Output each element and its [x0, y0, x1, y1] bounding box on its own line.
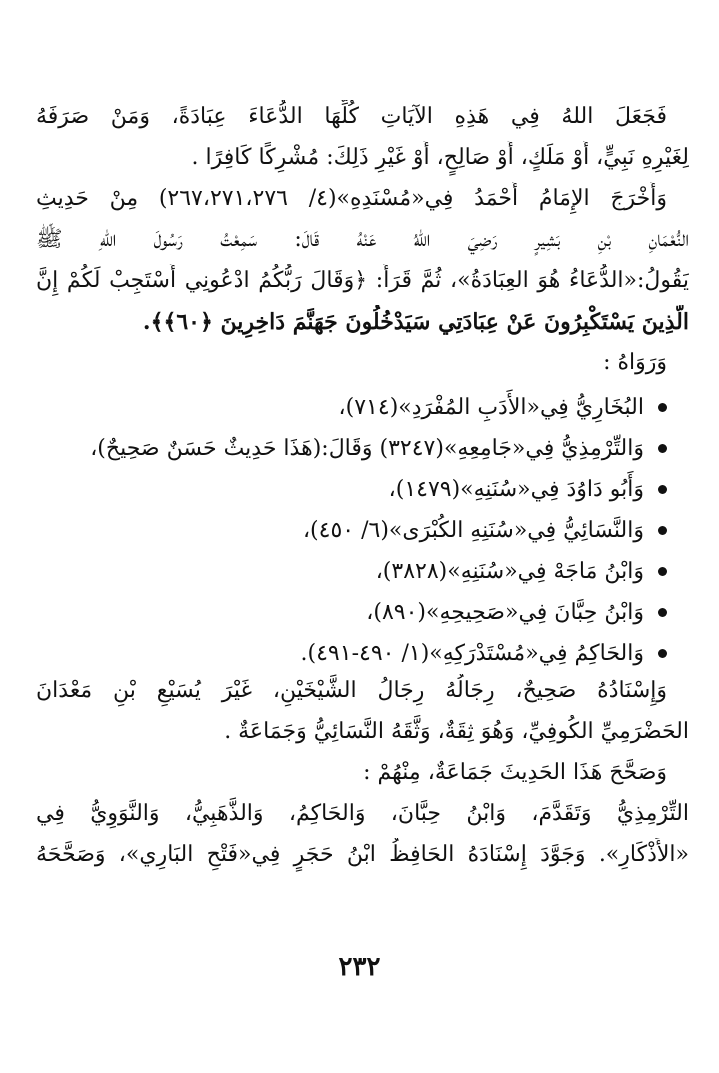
text-line: وَصَحَّحَ هَذَا الحَدِيثَ جَمَاعَةٌ، مِنْهُمْ : [363, 760, 667, 785]
text-line: وَإِسْنَادُهُ صَحِيحٌ، رِجَالُهُ رِجَالُ الشَّيْخَيْنِ، غَيْرَ يُسَيْعِ بْنِ مَعْدَانَ [36, 678, 667, 703]
list-item [36, 633, 667, 674]
list-item [36, 428, 667, 469]
page-body [36, 100, 689, 879]
text-line: لِغَيْرِهِ نَبِيٍّ، أَوْ مَلَكٍ، أَوْ صَالِحٍ، أَوْ غَيْرِ ذَلِكَ: مُشْرِكًا كَافِرًا . [191, 145, 689, 170]
bullet-icon [658, 649, 667, 658]
text-line: الحَضْرَمِيِّ الكُوفِيِّ، وَهُوَ ثِقَةٌ، وَثَّقَهُ النَّسَائِيُّ وَجَمَاعَةٌ . [224, 719, 689, 744]
list-item-text: وَالنَّسَائِيُّ فِي«سُنَنِهِ الكُبْرَى»(٦/ ٤٥٠)، [302, 517, 644, 543]
narrators-intro: وَرَوَاهُ : [603, 350, 667, 375]
text-line: «الأَذْكَارِ». وَجَوَّدَ إِسْنَادَهُ الحَافِظُ ابْنُ حَجَرٍ فِي«فَتْحِ البَارِي»، وَصَحَّحَهُ [36, 842, 689, 867]
list-item [36, 469, 667, 510]
narrators-list [36, 387, 689, 674]
bullet-icon [658, 608, 667, 617]
quran-verse-line: الَّذِينَ يَسْتَكْبِرُونَ عَنْ عِبَادَتِي سَيَدْخُلُونَ جَهَنَّمَ دَاخِرِينَ ﴿٦٠﴾﴾. [142, 309, 689, 335]
bullet-icon [658, 403, 667, 412]
paragraph-2 [36, 182, 689, 346]
text-line: يَقُولُ:«الدُّعَاءُ هُوَ العِبَادَةُ»، ثُمَّ قَرَأَ: ﴿وَقَالَ رَبُّكُمُ ادْعُونِي أَسْتَجِبْ لَكُمْ إِنَّ [36, 268, 689, 293]
list-item [36, 592, 667, 633]
list-item-text: وَأَبُو دَاوُدَ فِي«سُنَنِهِ»(١٤٧٩)، [388, 476, 644, 502]
paragraph-1 [36, 100, 689, 182]
page-number: ٢٣٢ [338, 952, 381, 982]
list-item [36, 510, 667, 551]
paragraph-4 [36, 756, 689, 879]
list-item [36, 551, 667, 592]
list-item-text: وَابْنُ مَاجَهْ فِي«سُنَنِهِ»(٣٨٢٨)، [375, 558, 644, 584]
text-line: التِّرْمِذِيُّ وَتَقَدَّمَ، وَابْنُ حِبَّانَ، وَالحَاكِمُ، وَالذَّهَبِيُّ، وَالنَّوَوِيُّ فِي [36, 801, 689, 826]
text-line: وَأَخْرَجَ الإِمَامُ أَحْمَدُ فِي«مُسْنَدِهِ»(٤/ ٢٦٧،٢٧١،٢٧٦) مِنْ حَدِيثِ [36, 186, 667, 211]
list-item-text: وَالتِّرْمِذِيُّ فِي«جَامِعِهِ»(٣٢٤٧) وَقَالَ:(هَذَا حَدِيثٌ حَسَنٌ صَحِيحٌ)، [90, 435, 644, 461]
bullet-icon [658, 567, 667, 576]
bullet-icon [658, 526, 667, 535]
paragraph-3 [36, 674, 689, 756]
bullet-icon [658, 485, 667, 494]
text-line: فَجَعَلَ اللهُ فِي هَذِهِ الآيَاتِ كُلِّهَا الدُّعَاءَ عِبَادَةً، وَمَنْ صَرَفَهُ [36, 104, 667, 129]
text-line: النُّعْمَانِ بْنِ بَشِيرٍ رَضِيَ اللهُ عَنْهُ قَالَ: سَمِعْتُ رَسُولَ اللهِ ﷺ [36, 227, 689, 252]
bullet-icon [658, 444, 667, 453]
list-item-text: وَالحَاكِمُ فِي«مُسْتَدْرَكِهِ»(١/ ٤٩٠-٤٩١). [300, 640, 644, 666]
list-item-text: البُخَارِيُّ فِي«الأَدَبِ المُفْرَدِ»(٧١٤)، [338, 394, 644, 420]
list-item-text: وَابْنُ حِبَّانَ فِي«صَحِيحِهِ»(٨٩٠)، [366, 599, 644, 625]
list-item [36, 387, 667, 428]
